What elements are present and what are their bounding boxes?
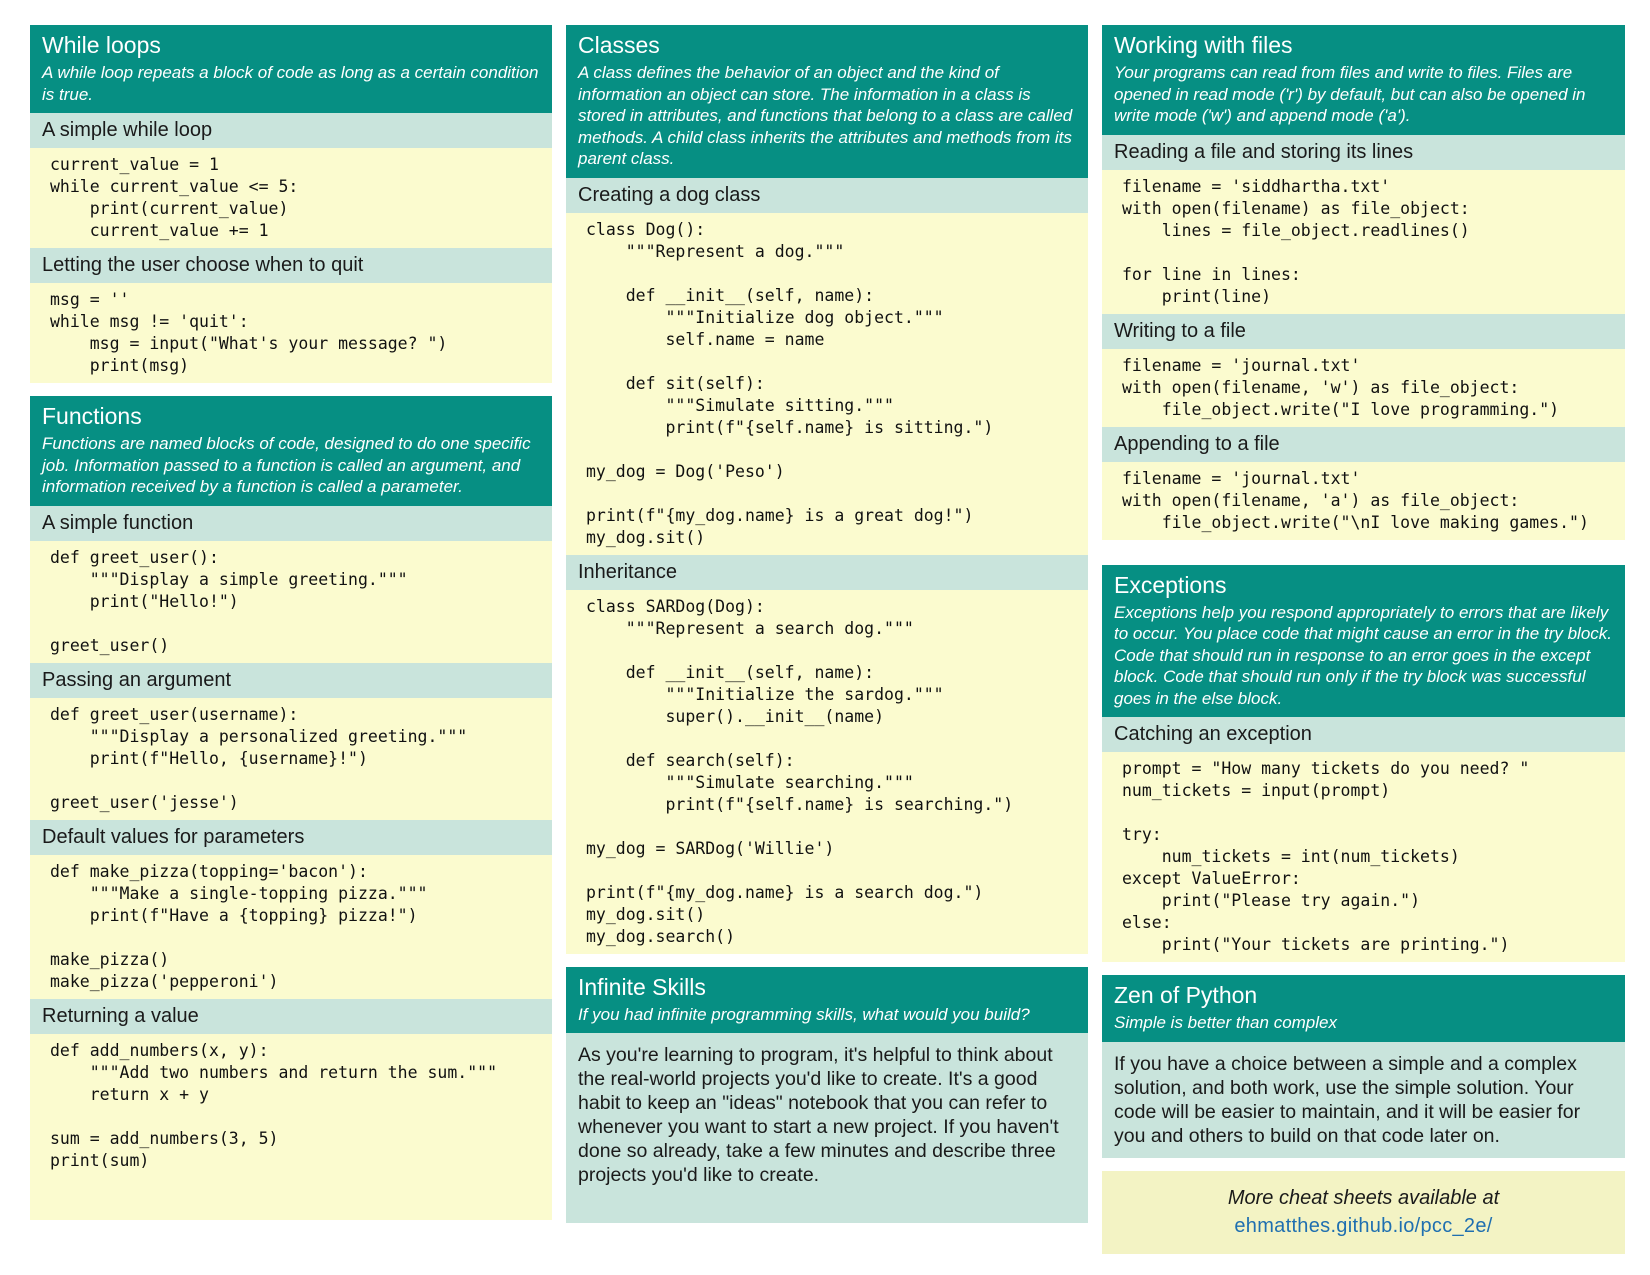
cheat-sheets-link[interactable]: ehmatthes.github.io/pcc_2e/ (1234, 1214, 1493, 1237)
zen-section (1102, 975, 1625, 1158)
code-block: prompt = "How many tickets do you need? " num_tickets = input(prompt) try: num_tickets = int(num_tickets) except ValueError: print("Please try again.") else: print("Your tickets are printing.") (1102, 752, 1625, 962)
code-block: def make_pizza(topping='bacon'): """Make a single-topping pizza.""" print(f"Have a {topping} pizza!") make_pizza() make_pizza('pepperoni') (30, 855, 552, 999)
section-title: Classes (578, 32, 660, 58)
while-loops-section (30, 25, 552, 383)
section-description: A while loop repeats a block of code as long as a certain condition is true. (42, 63, 539, 104)
section-title: Zen of Python (1114, 982, 1258, 1008)
classes-header (566, 25, 1088, 178)
section-title: Functions (42, 403, 142, 429)
section-description: Functions are named blocks of code, designed to do one specific job. Information passed to a function is called an argument, and information received by a function is called a parameter. (42, 434, 531, 496)
section-title: Exceptions (1114, 571, 1227, 598)
more-title: More cheat sheets available at (1227, 1186, 1500, 1209)
files-header (1102, 25, 1625, 135)
functions-section (30, 396, 552, 1220)
while-loops-header (30, 25, 552, 113)
section-title: Working with files (1114, 32, 1293, 58)
section-title: While loops (42, 32, 161, 58)
more-cheat-sheets (1102, 1171, 1625, 1254)
infinite-skills-header (566, 967, 1088, 1034)
subheading: Letting the user choose when to quit (30, 248, 552, 283)
code-block: filename = 'journal.txt' with open(filename, 'a') as file_object: file_object.write("\nI love making games.") (1102, 462, 1625, 540)
section-description: A class defines the behavior of an object and the kind of information an object can store. The information in a class is stored in attributes, and functions that belong to a class are called methods. A child class inherits the attributes and methods from its parent class. (578, 63, 1073, 168)
code-block: filename = 'journal.txt' with open(filename, 'w') as file_object: file_object.write("I love programming.") (1102, 349, 1625, 427)
column-2 (566, 25, 1088, 1236)
column-3 (1102, 25, 1625, 1254)
section-body: If you have a choice between a simple and a complex solution, and both work, use the simple solution. Your code will be easier to maintain, and it will be easier for you and others to build on that code later on. (1102, 1042, 1625, 1158)
subheading: Appending to a file (1102, 427, 1625, 462)
code-block: msg = '' while msg != 'quit': msg = input("What's your message? ") print(msg) (30, 283, 552, 383)
files-section (1102, 25, 1625, 540)
code-block: current_value = 1 while current_value <= 5: print(current_value) current_value += 1 (30, 148, 552, 248)
zen-header (1102, 975, 1625, 1042)
code-block: class Dog(): """Represent a dog.""" def __init__(self, name): """Initialize dog object.""" self.name = name def sit(self): """Simulate sitting.""" print(f"{self.name} is sitting.") my_dog = Dog('Peso') print(f"{my_dog.name} is a great dog!") my_dog.sit() (566, 213, 1088, 555)
infinite-skills-section (566, 967, 1088, 1224)
exceptions-header (1102, 565, 1625, 718)
exceptions-section (1102, 565, 1625, 963)
subheading: Passing an argument (30, 663, 552, 698)
subheading: Returning a value (30, 999, 552, 1034)
subheading: Catching an exception (1102, 717, 1625, 752)
section-description: Simple is better than complex (1114, 1013, 1337, 1032)
classes-section (566, 25, 1088, 954)
subheading: A simple while loop (30, 113, 552, 148)
subheading: Default values for parameters (30, 820, 552, 855)
subheading: Inheritance (566, 555, 1088, 590)
column-1 (30, 25, 552, 1233)
subheading: Writing to a file (1102, 314, 1625, 349)
subheading: A simple function (30, 506, 552, 541)
code-block: filename = 'siddhartha.txt' with open(filename) as file_object: lines = file_object.readlines() for line in lines: print(line) (1102, 170, 1625, 314)
section-description: If you had infinite programming skills, what would you build? (578, 1004, 1030, 1024)
section-title: Infinite Skills (578, 973, 706, 1000)
code-block: class SARDog(Dog): """Represent a search dog.""" def __init__(self, name): """Initialize the sardog.""" super().__init__(name) def search(self): """Simulate searching.""" print(f"{self.name} is searching.") my_dog = SARDog('Willie') print(f"{my_dog.name} is a search dog.") my_dog.sit() my_dog.search() (566, 590, 1088, 954)
code-block: def greet_user(): """Display a simple greeting.""" print("Hello!") greet_user() (30, 541, 552, 663)
section-description: Your programs can read from files and write to files. Files are opened in read mode ('r') by default, but can also be opened in write mode ('w') and append mode ('a'). (1114, 63, 1586, 125)
code-block: def add_numbers(x, y): """Add two numbers and return the sum.""" return x + y sum = add_numbers(3, 5) print(sum) (30, 1034, 552, 1220)
code-block: def greet_user(username): """Display a personalized greeting.""" print(f"Hello, {username}!") greet_user('jesse') (30, 698, 552, 820)
section-body: As you're learning to program, it's helpful to think about the real-world projects you'd like to create. It's a good habit to keep an "ideas" notebook that you can refer to whenever you want to start a new project. If you haven't done so already, take a few minutes and describe three projects you'd like to create. (566, 1033, 1088, 1223)
subheading: Reading a file and storing its lines (1102, 135, 1625, 170)
functions-header (30, 396, 552, 506)
section-description: Exceptions help you respond appropriately to errors that are likely to occur. You place code that might cause an error in the try block. Code that should run in response to an error goes in the except block. Code that should run only if the try block was successful goes in the else block. (1114, 602, 1612, 708)
subheading: Creating a dog class (566, 178, 1088, 213)
